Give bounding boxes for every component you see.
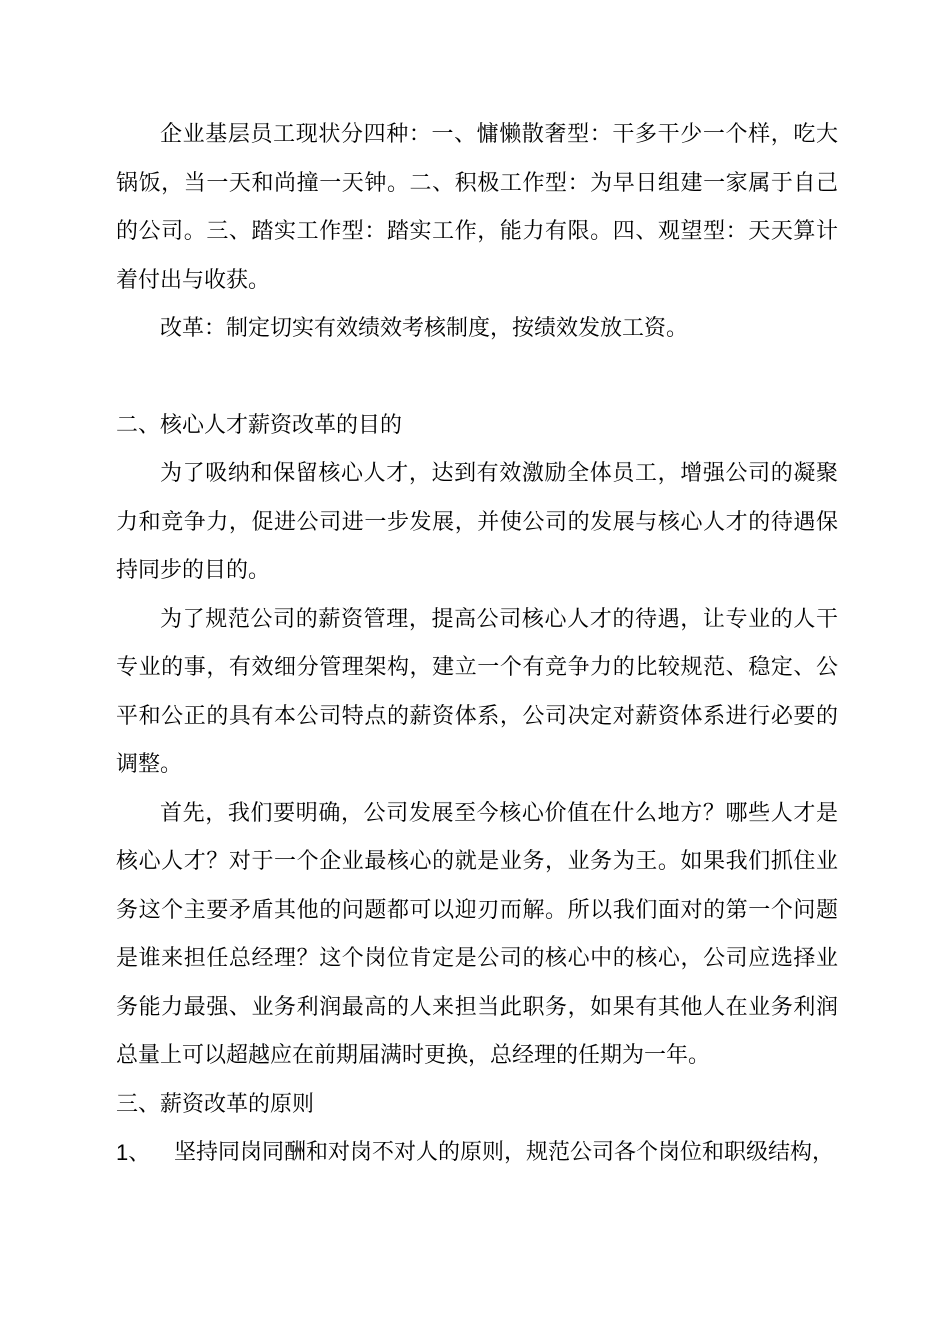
list-item (116, 1129, 838, 1178)
list-item-number: 1、 (116, 1140, 151, 1165)
document-body (116, 111, 838, 1178)
section-heading-purpose: 二、核心人才薪资改革的目的 (116, 412, 403, 438)
paragraph-purpose-1: 为了吸纳和保留核心人才，达到有效激励全体员工，增强公司的凝聚力和竞争力，促进公司进一步发展，并使公司的发展与核心人才的待遇保持同步的目的。 (116, 461, 838, 583)
paragraph-reform: 改革：制定切实有效绩效考核制度，按绩效发放工资。 (160, 316, 689, 341)
paragraph-core-talent: 首先，我们要明确，公司发展至今核心价值在什么地方？哪些人才是核心人才？对于一个企业最核心的就是业务，业务为王。如果我们抓住业务这个主要矛盾其他的问题都可以迎刃而解。所以我们面对的第一个问题是谁来担任总经理？这个岗位肯定是公司的核心中的核心，公司应选择业务能力最强、业务利润最高的人来担当此职务，如果有其他人在业务利润总量上可以超越应在前期届满时更换，总经理的任期为一年。 (116, 800, 838, 1068)
paragraph-employee-status: 企业基层员工现状分四种：一、慵懒散奢型：干多干少一个样，吃大锅饭，当一天和尚撞一天钟。二、积极工作型：为早日组建一家属于自己的公司。三、踏实工作型：踏实工作，能力有限。四、观望型：天天算计着付出与收获。 (116, 122, 838, 293)
section-heading-principles: 三、薪资改革的原则 (116, 1091, 315, 1117)
paragraph-purpose-2: 为了规范公司的薪资管理，提高公司核心人才的待遇，让专业的人干专业的事，有效细分管理架构，建立一个有竞争力的比较规范、稳定、公平和公正的具有本公司特点的薪资体系，公司决定对薪资体系进行必要的调整。 (116, 606, 838, 777)
list-item-text: 坚持同岗同酬和对岗不对人的原则，规范公司各个岗位和职级结构， (174, 1140, 835, 1165)
blank-line (116, 354, 838, 402)
